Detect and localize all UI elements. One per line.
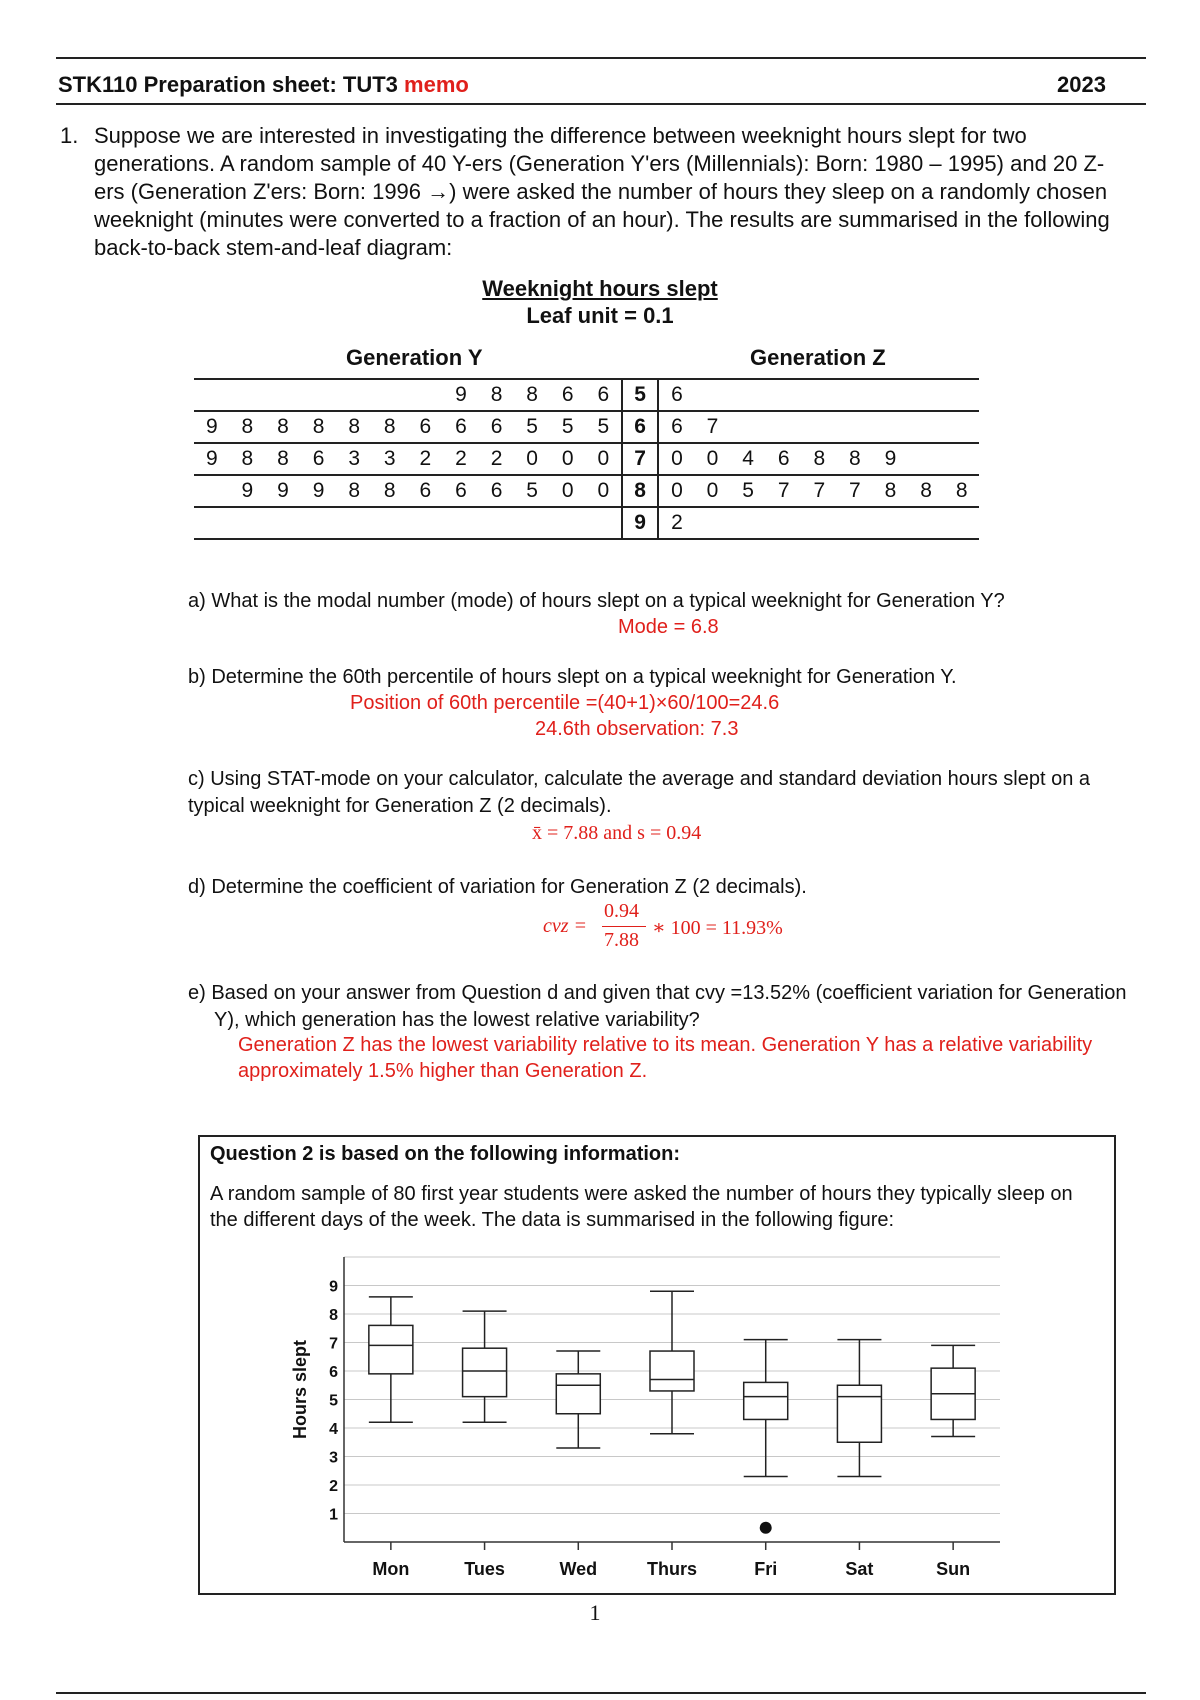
answer-b-line2: 24.6th observation: 7.3 <box>535 718 739 740</box>
empty-cell <box>230 507 266 539</box>
y-tick-label: 3 <box>329 1449 338 1467</box>
empty-cell <box>802 507 838 539</box>
empty-cell <box>873 507 909 539</box>
y-leaf: 8 <box>348 479 361 502</box>
z-leaf: 6 <box>777 447 790 470</box>
y-leaf: 8 <box>312 415 325 438</box>
y-tick-label: 8 <box>329 1307 338 1324</box>
empty-cell <box>837 411 873 443</box>
y-leaf: 6 <box>490 479 503 502</box>
answer-c: x̄ = 7.88 and s = 0.94 <box>532 822 702 844</box>
y-leaf: 8 <box>383 415 396 438</box>
empty-cell <box>550 507 586 539</box>
stem-leaf-row <box>194 379 979 411</box>
y-leaf: 8 <box>348 415 361 438</box>
box-sat <box>837 1340 881 1579</box>
empty-cell <box>908 443 944 475</box>
empty-cell <box>730 411 766 443</box>
empty-cell <box>408 379 444 411</box>
empty-cell <box>944 443 980 475</box>
y-tick-label: 2 <box>329 1478 338 1495</box>
y-tick-label: 1 <box>329 1506 338 1524</box>
header-year: 2023 <box>1057 72 1106 97</box>
z-leaf: 7 <box>777 479 790 502</box>
stem: 6 <box>622 411 658 443</box>
y-leaf: 0 <box>526 447 538 470</box>
y-leaf: 3 <box>383 447 396 470</box>
y-leaf: 8 <box>490 383 503 406</box>
iqr-box <box>744 1382 788 1419</box>
header-rule <box>56 103 1146 105</box>
cv-numerator: 0.94 <box>604 900 639 922</box>
z-leaf: 6 <box>671 383 683 406</box>
y-leaf: 8 <box>277 447 289 470</box>
empty-cell <box>265 379 301 411</box>
z-leaf: 8 <box>813 447 826 470</box>
y-tick-label: 5 <box>329 1392 338 1410</box>
y-leaf: 3 <box>348 447 361 470</box>
z-leaf: 7 <box>813 479 826 502</box>
empty-cell <box>837 507 873 539</box>
x-tick-label: Tues <box>464 1559 505 1579</box>
empty-cell <box>730 379 766 411</box>
y-leaf: 2 <box>490 447 503 470</box>
y-leaf: 0 <box>561 447 574 470</box>
y-leaf: 9 <box>312 479 325 502</box>
y-leaf: 9 <box>455 383 467 406</box>
diagram-title: Weeknight hours slept <box>482 276 718 301</box>
empty-cell <box>514 507 550 539</box>
y-tick-label: 7 <box>329 1335 338 1353</box>
page-header <box>58 72 1106 98</box>
z-leaf: 8 <box>849 447 861 470</box>
empty-cell <box>766 507 802 539</box>
empty-cell <box>372 507 408 539</box>
outlier-point <box>760 1522 772 1534</box>
y-leaf: 6 <box>419 415 432 438</box>
z-leaf: 7 <box>706 415 719 438</box>
y-leaf: 8 <box>383 479 396 502</box>
empty-cell <box>944 507 980 539</box>
empty-cell <box>695 379 731 411</box>
gen-y-label: Generation Y <box>346 345 483 370</box>
box-fri <box>744 1340 788 1579</box>
cv-rhs: ∗ 100 = 11.93% <box>652 917 783 939</box>
stem-leaf-row <box>194 411 979 443</box>
empty-cell <box>586 507 623 539</box>
box-mon <box>369 1297 413 1579</box>
box-tues <box>463 1311 507 1579</box>
stem-leaf-row <box>194 475 979 507</box>
question-number: 1. <box>60 123 79 148</box>
y-leaf: 6 <box>419 479 432 502</box>
bottom-rule <box>56 1692 1146 1694</box>
y-leaf: 9 <box>205 415 218 438</box>
z-leaf: 0 <box>671 479 683 502</box>
z-leaf: 8 <box>884 479 897 502</box>
question-b: b) Determine the 60th percentile of hours slept on a typical weeknight for Generation Y. <box>188 666 957 688</box>
x-tick-label: Sun <box>936 1559 971 1579</box>
y-leaf: 5 <box>561 415 574 438</box>
z-leaf: 8 <box>955 479 968 502</box>
question-c: c) Using STAT-mode on your calculator, calculate the average and standard deviation hours slept on a typical weeknight for Generation Z (2 decimals). <box>188 768 1090 817</box>
leaf-unit: Leaf unit = 0.1 <box>526 303 674 328</box>
stem-leaf-row <box>194 443 979 475</box>
y-leaf: 6 <box>597 383 610 406</box>
answer-b-line1: Position of 60th percentile =(40+1)×60/100=24.6 <box>350 692 780 714</box>
z-leaf: 0 <box>706 479 719 502</box>
empty-cell <box>230 379 266 411</box>
question-2-box <box>198 1135 1116 1595</box>
y-leaf: 6 <box>312 447 325 470</box>
z-leaf: 9 <box>884 447 897 470</box>
answer-a: Mode = 6.8 <box>618 616 719 638</box>
page-number: 1 <box>589 1600 601 1625</box>
stem: 7 <box>622 443 658 475</box>
empty-cell <box>766 379 802 411</box>
empty-cell <box>944 411 980 443</box>
stem: 8 <box>622 475 658 507</box>
x-tick-label: Sat <box>845 1559 874 1579</box>
stem: 9 <box>622 507 658 539</box>
empty-cell <box>443 507 479 539</box>
y-leaf: 9 <box>277 479 289 502</box>
y-leaf: 9 <box>205 447 218 470</box>
empty-cell <box>479 507 515 539</box>
empty-cell <box>194 475 230 507</box>
y-leaf: 8 <box>241 415 254 438</box>
iqr-box <box>463 1348 507 1396</box>
stem: 5 <box>622 379 658 411</box>
top-rule <box>56 57 1146 59</box>
iqr-box <box>556 1374 600 1414</box>
y-leaf: 2 <box>455 447 467 470</box>
z-leaf: 6 <box>671 415 683 438</box>
cv-denominator: 7.88 <box>604 929 639 951</box>
boxplot-chart <box>200 1137 1114 1593</box>
fraction-bar <box>602 926 646 927</box>
empty-cell <box>408 507 444 539</box>
question-d: d) Determine the coefficient of variation for Generation Z (2 decimals). <box>188 876 807 898</box>
empty-cell <box>908 411 944 443</box>
y-leaf: 6 <box>455 415 467 438</box>
empty-cell <box>194 507 230 539</box>
empty-cell <box>908 379 944 411</box>
stem-leaf-table <box>194 378 979 540</box>
z-leaf: 5 <box>742 479 754 502</box>
x-tick-label: Thurs <box>646 1559 698 1579</box>
y-leaf: 2 <box>419 447 432 470</box>
empty-cell <box>301 379 337 411</box>
answer-e: Generation Z has the lowest variability relative to its mean. Generation Y has a relative variability approximately 1.5% higher than Generation Z. <box>238 1034 1093 1082</box>
y-tick-label: 4 <box>329 1421 338 1438</box>
box-sun <box>931 1345 975 1579</box>
z-leaf: 4 <box>742 447 754 470</box>
stem-leaf-row <box>194 507 979 539</box>
question-2-title: Question 2 is based on the following information: <box>210 1143 681 1165</box>
z-leaf: 7 <box>849 479 861 502</box>
empty-cell <box>336 379 372 411</box>
y-leaf: 0 <box>597 479 610 502</box>
y-leaf: 6 <box>490 415 503 438</box>
header-title: STK110 Preparation sheet: TUT3 <box>58 72 398 97</box>
empty-cell <box>730 507 766 539</box>
question-a: a) What is the modal number (mode) of hours slept on a typical weeknight for Generation Y? <box>188 590 1005 612</box>
iqr-box <box>369 1325 413 1373</box>
y-leaf: 0 <box>597 447 610 470</box>
y-leaf: 8 <box>526 383 538 406</box>
empty-cell <box>695 507 731 539</box>
y-tick-label: 6 <box>329 1364 338 1381</box>
empty-cell <box>873 411 909 443</box>
iqr-box <box>650 1351 694 1391</box>
empty-cell <box>837 379 873 411</box>
empty-cell <box>908 507 944 539</box>
iqr-box <box>837 1385 881 1442</box>
y-leaf: 9 <box>241 479 254 502</box>
cv-lhs: cvz = <box>543 915 588 937</box>
empty-cell <box>802 411 838 443</box>
empty-cell <box>873 379 909 411</box>
z-leaf: 0 <box>706 447 719 470</box>
question-2-body: A random sample of 80 first year students were asked the number of hours they typically sleep on the different days of the week. The data is summarised in the following figure: <box>210 1183 1073 1231</box>
x-tick-label: Wed <box>559 1559 598 1579</box>
y-leaf: 5 <box>526 479 538 502</box>
z-leaf: 2 <box>671 511 683 534</box>
empty-cell <box>372 379 408 411</box>
empty-cell <box>944 379 980 411</box>
empty-cell <box>336 507 372 539</box>
y-axis-title: Hours slept <box>290 1339 310 1440</box>
box-thurs <box>647 1291 697 1579</box>
empty-cell <box>301 507 337 539</box>
question-1-intro: Suppose we are interested in investigating the difference between weeknight hours slept for two generations. A random sample of 40 Y-ers (Generation Y'ers (Millennials): Born: 1980 – 1995) and 20 Z-ers (Generation Z'ers: Born: 1996 →) were asked the number of hours they sleep on a randomly chosen weeknight (minutes were converted to a fraction of an hour). The results are summarised in the following back-to-back stem-and-leaf diagram: <box>94 123 1110 260</box>
empty-cell <box>802 379 838 411</box>
y-leaf: 6 <box>561 383 574 406</box>
y-leaf: 8 <box>241 447 254 470</box>
gen-z-label: Generation Z <box>750 345 886 370</box>
y-leaf: 5 <box>526 415 538 438</box>
empty-cell <box>194 379 230 411</box>
question-e: e) Based on your answer from Question d and given that cvy =13.52% (coefficient variation for Generation Y), which generation has the lowest relative variability? <box>188 982 1127 1031</box>
empty-cell <box>766 411 802 443</box>
y-leaf: 8 <box>277 415 289 438</box>
x-tick-label: Mon <box>372 1559 410 1579</box>
box-wed <box>556 1351 600 1579</box>
empty-cell <box>265 507 301 539</box>
y-leaf: 5 <box>597 415 610 438</box>
y-leaf: 0 <box>561 479 574 502</box>
y-leaf: 6 <box>455 479 467 502</box>
header-memo: memo <box>404 72 469 97</box>
z-leaf: 0 <box>671 447 683 470</box>
y-tick-label: 9 <box>329 1278 338 1296</box>
z-leaf: 8 <box>920 479 932 502</box>
x-tick-label: Fri <box>754 1559 778 1579</box>
